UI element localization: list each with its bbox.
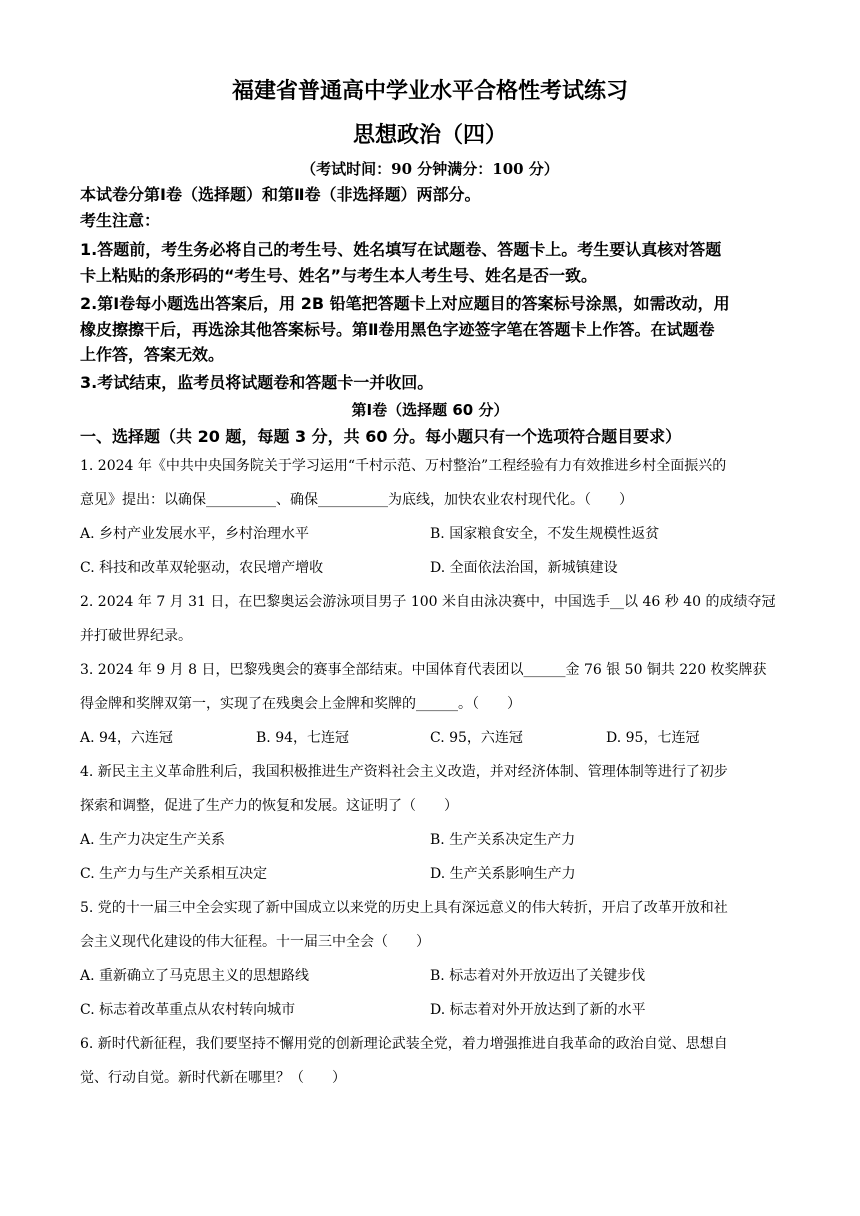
question-1-option-c: C. 科技和改革双轮驱动，农民增产增收 xyxy=(80,560,324,576)
notice-1a: 1.答题前，考生务必将自己的考生号、姓名填写在试题卷、答题卡上。考生要认真核对答题 xyxy=(80,240,722,259)
exam-info: （考试时间：90 分钟满分：100 分） xyxy=(301,160,559,178)
question-6-line-2: 觉、行动自觉。新时代新在哪里？（ ） xyxy=(80,1070,346,1086)
question-3-option-c: C. 95，六连冠 xyxy=(430,730,523,746)
question-1-line-2: 意见》提出：以确保__________、确保__________为底线，加快农业农村现代化。（ ） xyxy=(80,492,633,508)
question-5-option-a: A. 重新确立了马克思主义的思想路线 xyxy=(80,968,310,984)
question-4-option-a: A. 生产力决定生产关系 xyxy=(80,832,226,848)
question-5-option-d: D. 标志着对外开放达到了新的水平 xyxy=(430,1002,646,1018)
exam-title: 福建省普通高中学业水平合格性考试练习 xyxy=(231,78,628,104)
question-3-option-b: B. 94，七连冠 xyxy=(256,730,350,746)
question-1-option-d: D. 全面依法治国，新城镇建设 xyxy=(430,560,618,576)
intro-line: 本试卷分第Ⅰ卷（选择题）和第Ⅱ卷（非选择题）两部分。 xyxy=(80,185,481,204)
notice-1b: 卡上粘贴的条形码的“考生号、姓名”与考生本人考生号、姓名是否一致。 xyxy=(80,266,598,285)
section-title: 第Ⅰ卷（选择题 60 分） xyxy=(351,401,509,419)
question-1-option-b: B. 国家粮食安全，不发生规模性返贫 xyxy=(430,526,660,542)
question-4-option-d: D. 生产关系影响生产力 xyxy=(430,866,576,882)
question-5-option-c: C. 标志着改革重点从农村转向城市 xyxy=(80,1002,296,1018)
question-3-option-a: A. 94，六连冠 xyxy=(80,730,173,746)
question-3-line-1: 3. 2024 年 9 月 8 日，巴黎残奥会的赛事全部结束。中国体育代表团以______金 76 银 50 铜共 220 枚奖牌获 xyxy=(80,662,767,678)
question-2-line-2: 并打破世界纪录。 xyxy=(80,628,192,644)
question-3-option-d: D. 95，七连冠 xyxy=(606,730,700,746)
question-1-option-a: A. 乡村产业发展水平，乡村治理水平 xyxy=(80,526,310,542)
question-1-line-1: 1. 2024 年《中共中央国务院关于学习运用“千村示范、万村整治”工程经验有力有效推进乡村全面振兴的 xyxy=(80,458,727,474)
question-5-line-1: 5. 党的十一届三中全会实现了新中国成立以来党的历史上具有深远意义的伟大转折，开启了改革开放和社 xyxy=(80,900,728,916)
notice-3: 3.考试结束，监考员将试题卷和答题卡一并收回。 xyxy=(80,373,434,392)
question-6-line-1: 6. 新时代新征程，我们要坚持不懈用党的创新理论武装全党，着力增强推进自我革命的政治自觉、思想自 xyxy=(80,1036,728,1052)
exam-subtitle: 思想政治（四） xyxy=(352,122,507,148)
notice-2b: 橡皮擦擦干后，再选涂其他答案标号。第Ⅱ卷用黑色字迹签字笔在答题卡上作答。在试题卷 xyxy=(80,320,715,339)
question-4-option-b: B. 生产关系决定生产力 xyxy=(430,832,576,848)
notice-title: 考生注意： xyxy=(80,211,161,230)
question-3-line-2: 得金牌和奖牌双第一，实现了在残奥会上金牌和奖牌的______。（ ） xyxy=(80,696,521,712)
notice-2a: 2.第Ⅰ卷每小题选出答案后，用 2B 铅笔把答题卡上对应题目的答案标号涂黑，如需改动，用 xyxy=(80,294,730,313)
question-5-line-2: 会主义现代化建设的伟大征程。十一届三中全会（ ） xyxy=(80,934,430,950)
question-4-option-c: C. 生产力与生产关系相互决定 xyxy=(80,866,268,882)
question-2-line-1: 2. 2024 年 7 月 31 日，在巴黎奥运会游泳项目男子 100 米自由泳决赛中，中国选手__以 46 秒 40 的成绩夺冠 xyxy=(80,594,776,610)
question-5-option-b: B. 标志着对外开放迈出了关键步伐 xyxy=(430,968,646,984)
section-heading: 一、选择题（共 20 题，每题 3 分，共 60 分。每小题只有一个选项符合题目要求） xyxy=(80,427,682,446)
question-4-line-2: 探索和调整，促进了生产力的恢复和发展。这证明了（ ） xyxy=(80,798,458,814)
question-4-line-1: 4. 新民主主义革命胜利后，我国积极推进生产资料社会主义改造，并对经济体制、管理体制等进行了初步 xyxy=(80,764,728,780)
notice-2c: 上作答，答案无效。 xyxy=(80,345,225,364)
